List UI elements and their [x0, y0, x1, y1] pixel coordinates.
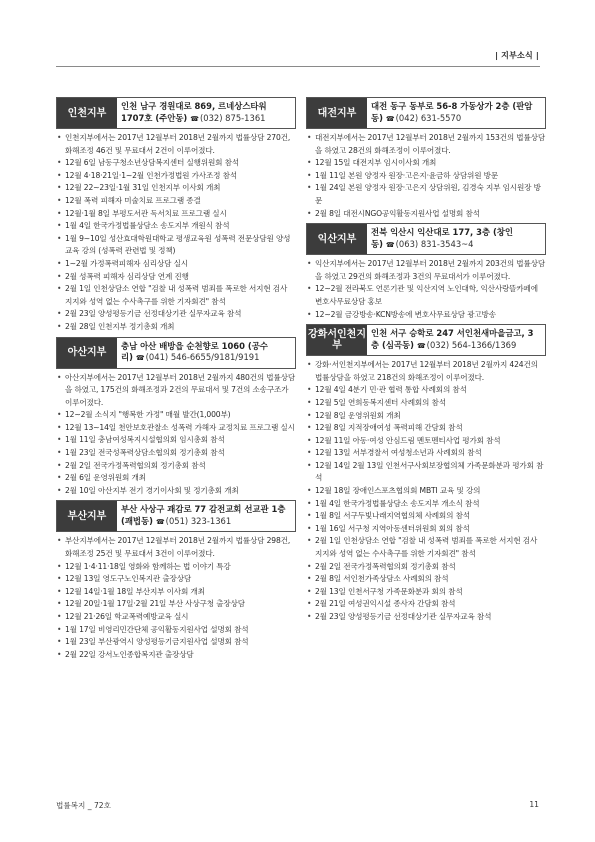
branch-contact: [117, 501, 295, 531]
branch-contact-text: [371, 227, 541, 251]
activity-item: • 1월 4일 한국가정법률상담소 송도지부 개소식 참석: [306, 498, 546, 511]
branch-section: [56, 500, 296, 661]
activity-item: • 12월 11일 아동·여성 안심드림 멘토멘티사업 평가회 참석: [306, 435, 546, 448]
activity-item: • 12월 14일 2월 13일 인천서구사회보장협의체 가족문화분과 평가회 참석: [306, 460, 546, 485]
branch-section: [306, 223, 546, 321]
right-column: [306, 97, 546, 627]
branch-phone: (032) 564-1366/1369: [426, 339, 517, 350]
activity-item: • 2월 22일 강서노인종합복지관 출장상담: [56, 649, 296, 662]
activity-item: • 12월 4일 4분기 민·관 협력 통합 사례회의 참석: [306, 384, 546, 397]
branch-name: 익산지부: [307, 224, 367, 254]
branch-phone: (063) 831-3543~4: [395, 238, 474, 249]
branch-phone: (041) 546-6655/9181/9191: [145, 352, 260, 362]
activity-item: • 12월 22~23일·1월 31일 인천지부 이사회 개최: [56, 182, 296, 195]
activity-item: • 1월 23일 전국성폭력상담소협의회 정기총회 참석: [56, 447, 296, 460]
branch-address: 전북 익산시 익산대로 177, 3층 (창인동): [371, 227, 513, 249]
activity-item: • 12월 13일 서부경찰서 여성청소년과 사례회의 참석: [306, 447, 546, 460]
branch-name: 인천지부: [57, 98, 117, 128]
branch-address: 대전 동구 동부로 56-8 가동상가 2층 (판암동): [371, 101, 533, 123]
branch-header: [56, 500, 296, 532]
activity-item: • 1월 9~10일 성산효대학원대학교 평생교육원 성폭력 전문상담원 양성교육 강의 (성폭력 관련법 및 정책): [56, 233, 296, 258]
activity-item: • 12~2월 전라북도 언론기관 및 익산지역 노인대학, 익산사랑뜰카페에 변호사무료상담 홍보: [306, 283, 546, 308]
page-number: 11: [529, 800, 539, 809]
activity-item: • 1월 23일 부산광역시 양성평등기금지원사업 설명회 참석: [56, 636, 296, 649]
phone-icon: ☎: [190, 114, 199, 123]
activity-item: • 12월 18일 장애인스포츠협의회 MBTI 교육 및 강의: [306, 485, 546, 498]
branch-contact: [117, 338, 295, 368]
branch-phone: (042) 631-5570: [395, 112, 462, 123]
branch-header: [306, 223, 546, 255]
activity-list: [56, 132, 296, 334]
activity-item: • 12월 폭력 피해자 미술치료 프로그램 종결: [56, 195, 296, 208]
branch-address: 부산 사상구 괘감로 77 감전교회 선교관 1층 (괘법동): [121, 504, 286, 526]
activity-item: • 12월 8일 지적장애여성 폭력피해 간담회 참석: [306, 422, 546, 435]
activity-item: • 12월 14일·1월 18일 부산지부 이사회 개최: [56, 586, 296, 599]
activity-item: • 2월 10일 아산지부 전기 경기이사회 및 정기총회 개최: [56, 485, 296, 498]
activity-item: • 2월 2일 전국가정폭력협의회 정기총회 참석: [56, 460, 296, 473]
activity-item: • 12월 1·4·11·18일 영화와 함께하는 법 이야기 특강: [56, 561, 296, 574]
branch-section: [306, 97, 546, 220]
activity-item: • 아산지부에서는 2017년 12월부터 2018년 2월까지 480건의 법률상담을 하였고, 175건의 화해조정과 2건의 무료대서 및 7건의 소송구조가 이루어졌다.: [56, 372, 296, 410]
branch-section: [56, 97, 296, 334]
branch-contact-text: [121, 341, 291, 365]
branch-header: [56, 97, 296, 129]
branch-contact: [367, 98, 545, 128]
activity-item: • 12월 21·26일 학교폭력예방교육 실시: [56, 611, 296, 624]
activity-item: • 부산지부에서는 2017년 12월부터 2018년 2월까지 법률상담 298건, 화해조정 25건 및 무료대서 3건이 이루어졌다.: [56, 535, 296, 560]
branch-contact-text: [371, 101, 541, 125]
branch-address: 충남 아산 배방읍 순천향로 1060 (공수리): [121, 340, 268, 362]
activity-item: • 익산지부에서는 2017년 12월부터 2018년 2월까지 203건의 법률상담을 하였고 29건의 화해조정과 3건의 무료대서가 이루어졌다.: [306, 258, 546, 283]
activity-item: • 2월 23일 양성평등기금 선정대상기관 실무자교육 참석: [56, 308, 296, 321]
activity-item: • 12월 13일 영도구노인복지관 출장상담: [56, 573, 296, 586]
activity-list: [306, 258, 546, 321]
branch-name: 대전지부: [307, 98, 367, 128]
activity-item: • 12월 15일 대전지부 임시이사회 개최: [306, 157, 546, 170]
activity-item: • 강화·서인천지부에서는 2017년 12월부터 2018년 2월까지 424건의 법률상담을 하였고 218건의 화해조정이 이루어졌다.: [306, 359, 546, 384]
phone-icon: ☎: [416, 341, 426, 350]
left-column: [56, 97, 296, 664]
activity-item: • 2월 6일 운영위원회 개최: [56, 472, 296, 485]
footer-publication: 법률복지 _ 72호: [56, 801, 111, 810]
branch-contact: [367, 325, 545, 355]
branch-header: [306, 324, 546, 356]
activity-list: [306, 359, 546, 623]
branch-phone: (051) 323-1361: [165, 515, 232, 526]
activity-item: • 12월 13~14일 천안보호관찰소 성폭력 가해자 교정치료 프로그램 실시: [56, 422, 296, 435]
branch-phone: (032) 875-1361: [199, 112, 266, 123]
activity-item: • 인천지부에서는 2017년 12월부터 2018년 2월까지 법률상담 270건, 화해조정 46건 및 무료대서 2건이 이루어졌다.: [56, 132, 296, 157]
branch-header: [56, 337, 296, 369]
activity-list: [56, 535, 296, 661]
branch-section: [56, 337, 296, 498]
activity-item: • 1월 11일 본원 양정자 원장·고은지·윤금하 상담위원 방문: [306, 170, 546, 183]
branch-section: [306, 324, 546, 623]
activity-item: • 12~2월 금강방송·KCN방송에 변호사무료상담 광고방송: [306, 309, 546, 322]
activity-item: • 2월 8일 서인천가족상담소 사례회의 참석: [306, 573, 546, 586]
activity-item: • 2월 8일 대전시NGO공익활동지원사업 설명회 참석: [306, 208, 546, 221]
activity-item: • 12월 4·18·21일·1~2월 인천가정법원 가사조정 참석: [56, 170, 296, 183]
phone-icon: ☎: [385, 240, 395, 249]
activity-item: • 1월 16일 서구청 지역아동센터위원회 회의 참석: [306, 523, 546, 536]
branch-header: [306, 97, 546, 129]
branch-contact-text: [121, 504, 291, 528]
activity-item: • 1월 8일 서구두빛나래지역협의체 사례회의 참석: [306, 510, 546, 523]
activity-item: • 12월 6일 남동구청소년상담복지센터 실행위원회 참석: [56, 157, 296, 170]
activity-item: • 12월 20일·1월 17일·2월 21일 부산 사상구청 출장상담: [56, 598, 296, 611]
activity-item: • 12월 5일 연희동복지센터 사례회의 참석: [306, 397, 546, 410]
phone-icon: ☎: [385, 114, 395, 123]
phone-icon: ☎: [135, 354, 145, 362]
activity-item: • 2월 2일 전국가정폭력협의회 정기총회 참석: [306, 561, 546, 574]
activity-item: • 2월 1일 인천상담소 연합 "검찰 내 성폭력 범죄를 폭로한 서지현 검사 지지와 성역 없는 수사촉구를 위한 기자회견" 참석: [306, 535, 546, 560]
activity-item: • 2월 23일 양성평등기금 선정대상기관 실무자교육 참석: [306, 611, 546, 624]
branch-contact-text: [371, 328, 541, 352]
activity-list: [56, 372, 296, 498]
branch-contact: [117, 98, 295, 128]
branch-contact-text: [121, 101, 291, 125]
branch-name: 부산지부: [57, 501, 117, 531]
top-rule: [56, 66, 540, 67]
activity-item: • 2월 1일 인천상담소 연합 "검찰 내 성폭력 범죄를 폭로한 서지현 검사 지지와 성역 없는 수사촉구를 위한 기자회견" 참석: [56, 283, 296, 308]
branch-contact: [367, 224, 545, 254]
branch-name: 강화서인천지부: [307, 325, 367, 355]
activity-list: [306, 132, 546, 220]
activity-item: • 2월 21일 여성권익시설 종사자 간담회 참석: [306, 598, 546, 611]
activity-item: • 1월 11일 충남여성복지시설협의회 임시총회 참석: [56, 434, 296, 447]
section-tag: | 지부소식 |: [495, 51, 539, 60]
activity-item: • 1월 17일 비영리민간단체 공익활동지원사업 설명회 참석: [56, 624, 296, 637]
activity-item: • 1월 24일 본원 양정자 원장·고은지 상담위원, 김경숙 지부 임시원장 방문: [306, 182, 546, 207]
activity-item: • 1월 4일 한국가정법률상담소 송도지부 개원식 참석: [56, 220, 296, 233]
branch-address: 인천 서구 승학로 247 서인천새마을금고, 3층 (심곡동): [371, 328, 534, 350]
activity-item: • 12월·1월 8일 부평도서관 독서치료 프로그램 실시: [56, 208, 296, 221]
activity-item: • 12월 8일 운영위원회 개최: [306, 410, 546, 423]
activity-item: • 2월 13일 인천서구청 가족문화분과 회의 참석: [306, 586, 546, 599]
activity-item: • 1~2월 가정폭력피해자 심리상담 실시: [56, 258, 296, 271]
branch-name: 아산지부: [57, 338, 117, 368]
activity-item: • 대전지부에서는 2017년 12월부터 2018년 2월까지 153건의 법률상담을 하였고 28건의 화해조정이 이루어졌다.: [306, 132, 546, 157]
phone-icon: ☎: [155, 517, 165, 526]
activity-item: • 12~2월 소식지 "행복한 가정" 매월 발간(1,000부): [56, 409, 296, 422]
activity-item: • 2월 성폭력 피해자 심리상담 연계 진행: [56, 271, 296, 284]
branch-address: 인천 남구 경원대로 869, 르네상스타워 1707호 (주안동): [121, 101, 267, 123]
activity-item: • 2월 28일 인천지부 정기총회 개최: [56, 321, 296, 334]
